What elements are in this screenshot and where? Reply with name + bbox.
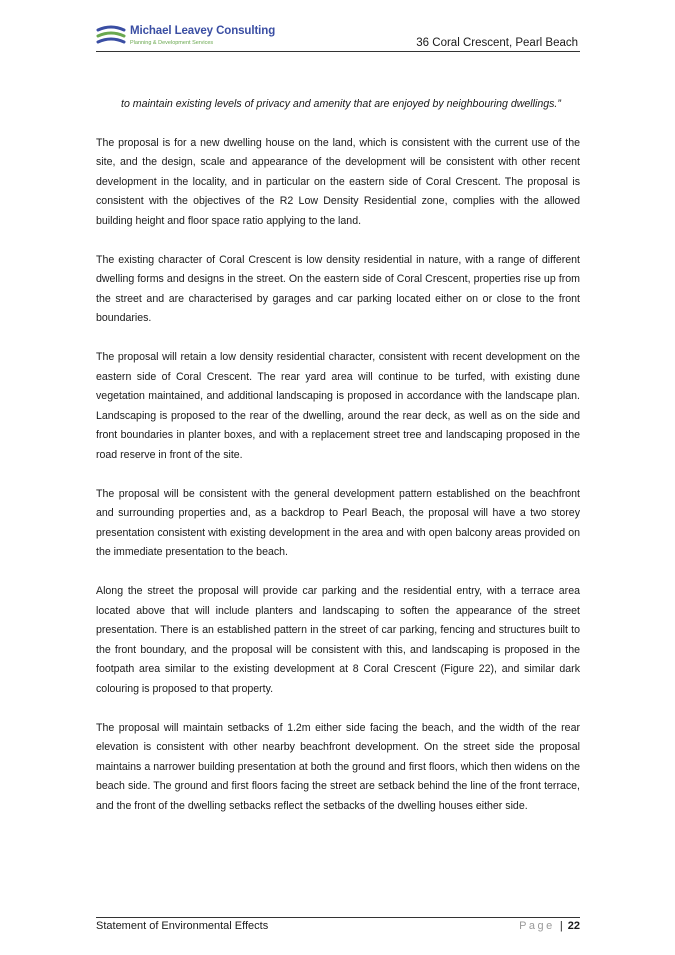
- paragraph: The existing character of Coral Crescent is low density residential in nature, with a range of different dwelling forms and designs in the street. On the eastern side of Coral Crescent, properties rise up from the street and are characterised by garages and car parking located either on or close to the front boundaries.: [96, 253, 580, 324]
- page-number: 22: [567, 920, 580, 932]
- paragraph: The proposal will be consistent with the general development pattern established on the beachfront and surrounding properties and, as a backdrop to Pearl Beach, the proposal will have a two storey presentation consistent with existing development in the area and with open balcony areas provided on the immediate presentation to the beach.: [96, 487, 580, 558]
- footer-divider: [96, 917, 580, 918]
- page-number-block: [519, 920, 580, 932]
- company-logo-icon: [96, 24, 126, 48]
- paragraph: The proposal will retain a low density residential character, consistent with recent development on the eastern side of Coral Crescent. The rear yard area will continue to be turfed, with existing dune vegetation maintained, and additional landscaping is proposed in accordance with the landscape plan. Landscaping is proposed to the rear of the dwelling, around the rear deck, as well as on the side and front boundaries in planter boxes, and with a replacement street tree and landscaping proposed in the road reserve in front of the site.: [96, 351, 580, 461]
- paragraph: The proposal is for a new dwelling house on the land, which is consistent with the current use of the site, and the design, scale and appearance of the development will be consistent with other recent development in the locality, and in particular on the eastern side of Coral Crescent. The proposal is consistent with the objectives of the R2 Low Density Residential zone, complies with the allowed building height and floor space ratio applying to the land.: [96, 136, 580, 227]
- page-label: Page: [519, 920, 555, 932]
- brand-name: Michael Leavey Consulting: [130, 25, 276, 37]
- page-header: [96, 22, 580, 52]
- quoted-text: to maintain existing levels of privacy and amenity that are enjoyed by neighbouring dwellings.”: [121, 98, 561, 110]
- page-separator: |: [559, 920, 563, 932]
- footer-title: Statement of Environmental Effects: [96, 920, 269, 932]
- paragraph: Along the street the proposal will provide car parking and the residential entry, with a terrace area located above that will include planters and landscaping to soften the appearance of the street presentation. There is an established pattern in the street of car parking, fencing and structures built to the front boundary, and the proposal will be consistent with this, and landscaping is proposed in the footpath area similar to the existing development at 8 Coral Crescent (Figure 22), and similar dark colouring is proposed to that property.: [96, 585, 580, 695]
- document-body: [96, 96, 580, 836]
- paragraph: The proposal will maintain setbacks of 1.2m either side facing the beach, and the width of the rear elevation is consistent with other nearby beachfront development. On the street side the proposal maintains a narrower building presentation at both the ground and first floors, which then widens on the beach side. The ground and first floors facing the street are setback behind the line of the front terrace, and the front of the dwelling setbacks reflect the setbacks of the dwelling houses either side.: [96, 721, 580, 812]
- header-address: 36 Coral Crescent, Pearl Beach: [416, 37, 578, 49]
- brand-tagline: Planning & Development Services: [130, 40, 214, 46]
- header-divider: [96, 51, 580, 52]
